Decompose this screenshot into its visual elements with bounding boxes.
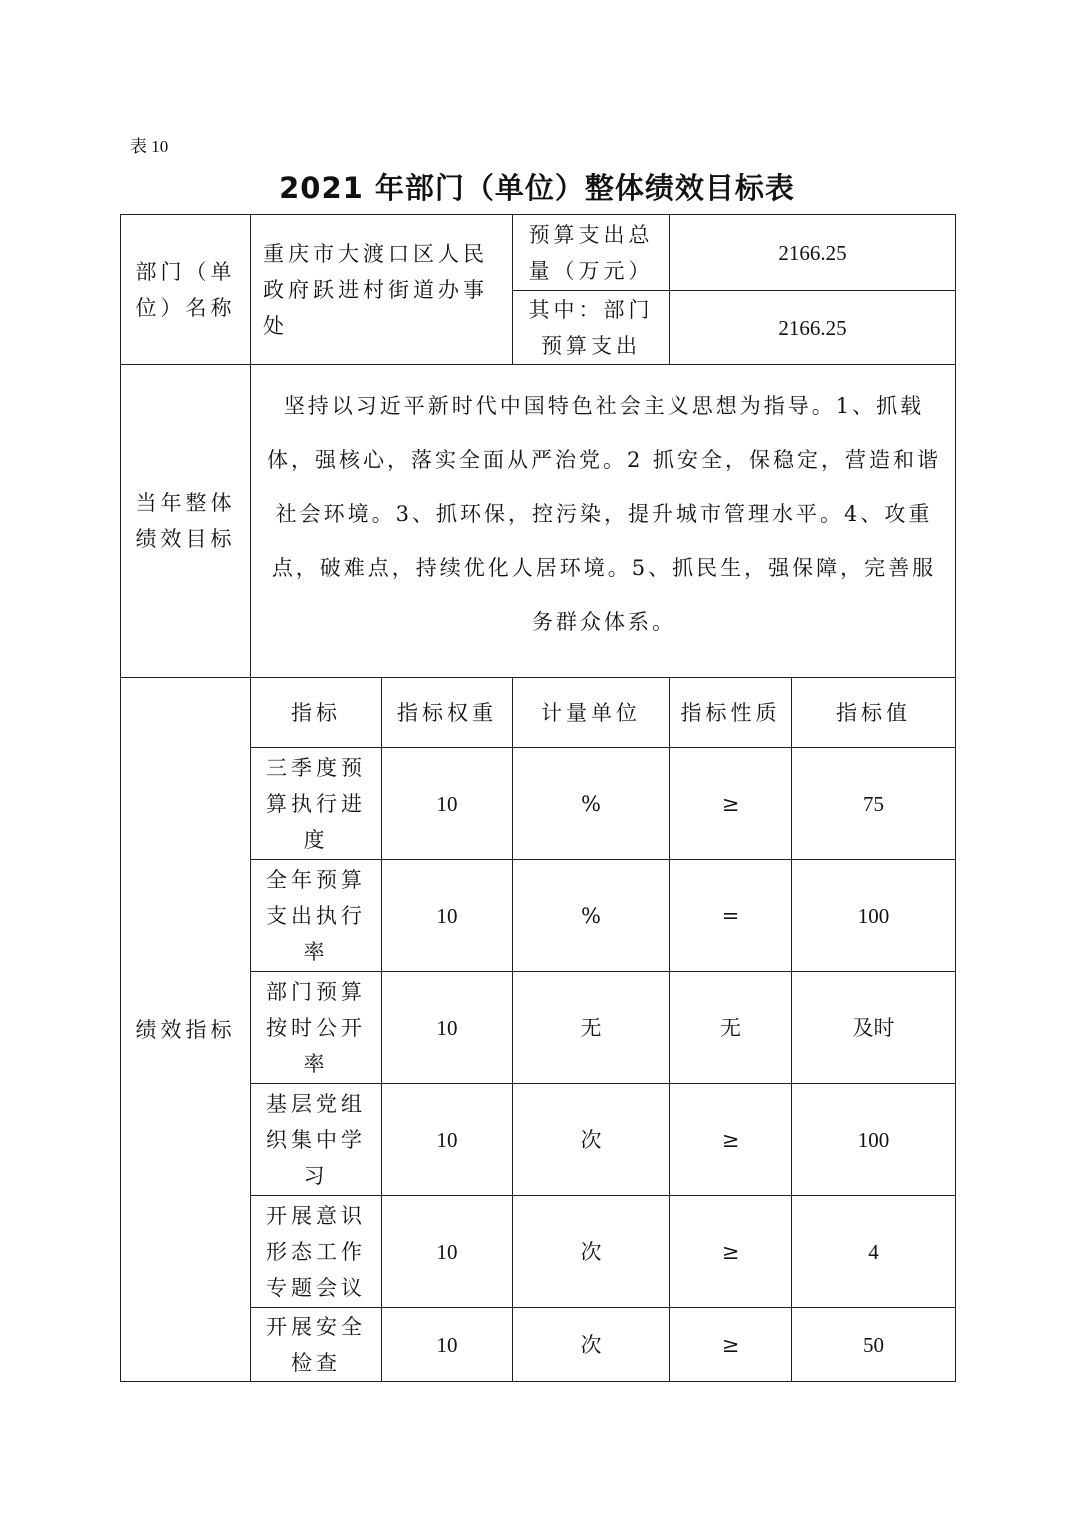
dept-row-1 — [121, 215, 956, 291]
indicator-nature: ≥ — [670, 1308, 792, 1382]
performance-table — [120, 214, 956, 1382]
annual-goal-text: 坚持以习近平新时代中国特色社会主义思想为指导。1、抓载体，强核心，落实全面从严治党。2 抓安全，保稳定，营造和谐社会环境。3、抓环保，控污染，提升城市管理水平。4、攻重点，破难点，持续优化人居环境。5、抓民生，强保障，完善服务群众体系。 — [251, 365, 956, 678]
header-value: 指标值 — [792, 678, 956, 748]
indicator-weight: 10 — [382, 748, 513, 860]
header-unit: 计量单位 — [513, 678, 670, 748]
indicator-weight: 10 — [382, 860, 513, 972]
indicator-unit: 次 — [513, 1196, 670, 1308]
header-indicator: 指标 — [251, 678, 382, 748]
header-nature: 指标性质 — [670, 678, 792, 748]
dept-label: 部门（单位）名称 — [121, 215, 251, 365]
budget-total-label: 预算支出总量（万元） — [513, 215, 670, 291]
indicator-nature: 无 — [670, 972, 792, 1084]
indicator-unit: 无 — [513, 972, 670, 1084]
budget-total-value: 2166.25 — [670, 215, 956, 291]
page-label: 表 10 — [130, 137, 169, 156]
indicator-weight: 10 — [382, 1084, 513, 1196]
indicator-value: 50 — [792, 1308, 956, 1382]
indicator-unit: 次 — [513, 1084, 670, 1196]
indicator-value: 4 — [792, 1196, 956, 1308]
indicator-weight: 10 — [382, 1196, 513, 1308]
indicator-value: 及时 — [792, 972, 956, 1084]
indicator-nature: = — [670, 860, 792, 972]
page-title: 2021 年部门（单位）整体绩效目标表 — [279, 171, 795, 205]
annual-goal-row — [121, 365, 956, 678]
indicator-name: 三季度预算执行进度 — [251, 748, 382, 860]
indicator-name: 基层党组织集中学习 — [251, 1084, 382, 1196]
dept-name: 重庆市大渡口区人民政府跃进村街道办事处 — [251, 215, 513, 365]
indicator-unit: % — [513, 860, 670, 972]
indicator-nature: ≥ — [670, 1196, 792, 1308]
header-weight: 指标权重 — [382, 678, 513, 748]
indicator-name: 开展意识形态工作专题会议 — [251, 1196, 382, 1308]
indicator-value: 100 — [792, 860, 956, 972]
indicator-unit: 次 — [513, 1308, 670, 1382]
indicator-weight: 10 — [382, 1308, 513, 1382]
dept-budget-value: 2166.25 — [670, 291, 956, 365]
indicator-value: 100 — [792, 1084, 956, 1196]
indicator-unit: % — [513, 748, 670, 860]
indicator-weight: 10 — [382, 972, 513, 1084]
indicator-nature: ≥ — [670, 1084, 792, 1196]
indicator-name: 全年预算支出执行率 — [251, 860, 382, 972]
indicator-name: 部门预算按时公开率 — [251, 972, 382, 1084]
indicator-nature: ≥ — [670, 748, 792, 860]
indicators-label: 绩效指标 — [121, 678, 251, 1382]
indicator-name: 开展安全检查 — [251, 1308, 382, 1382]
dept-budget-label: 其中：部门预算支出 — [513, 291, 670, 365]
indicator-value: 75 — [792, 748, 956, 860]
indicator-header-row — [121, 678, 956, 748]
annual-goal-label: 当年整体绩效目标 — [121, 365, 251, 678]
